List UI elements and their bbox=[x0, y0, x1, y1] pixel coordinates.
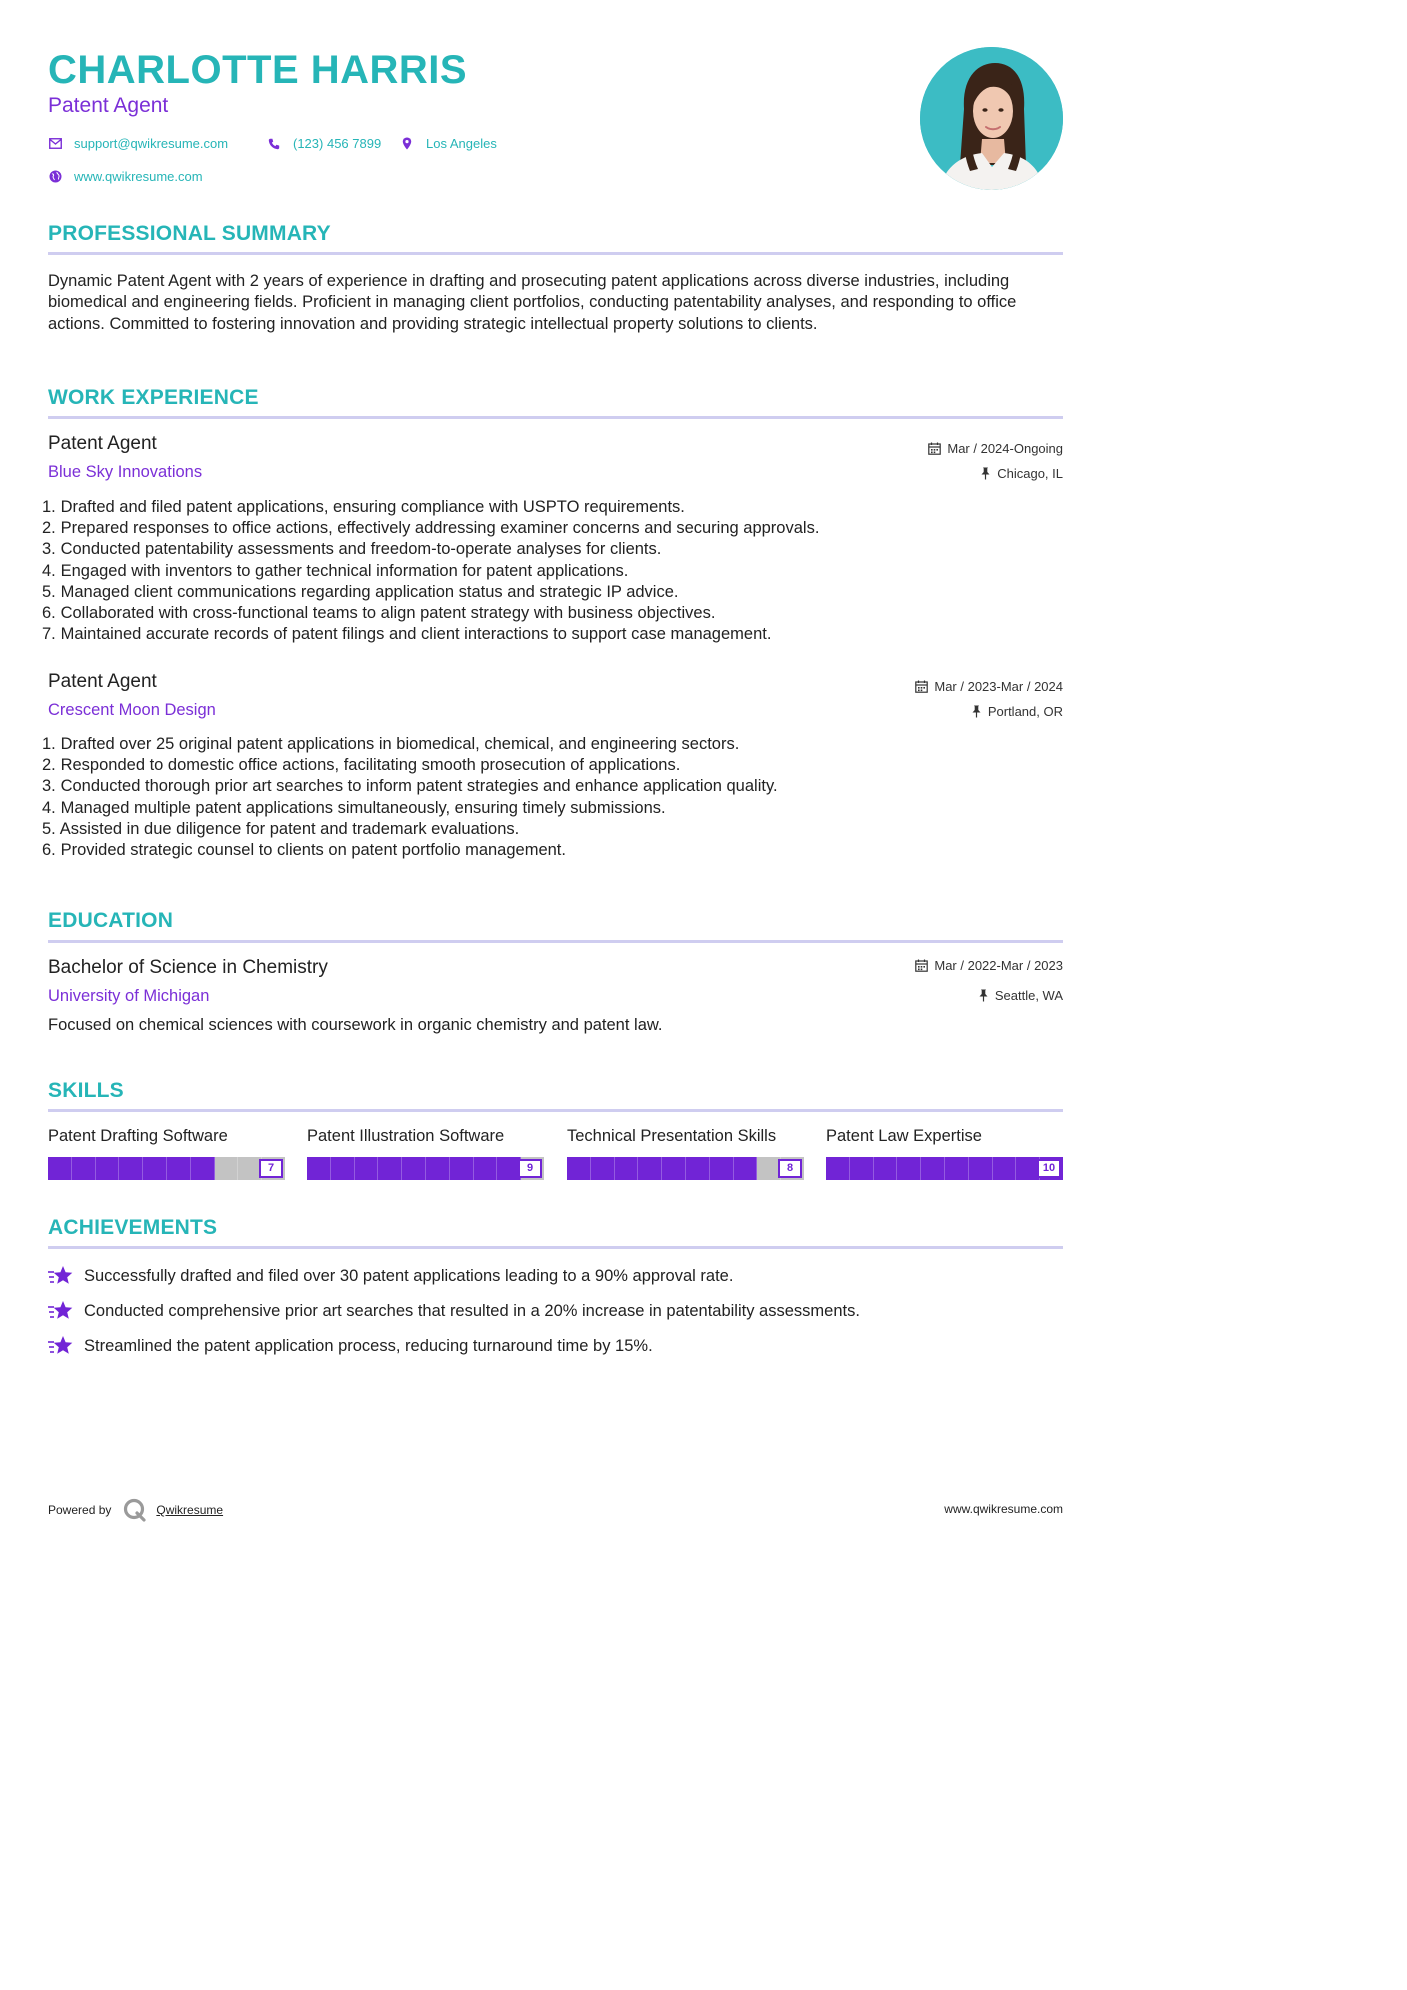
contact-phone[interactable] bbox=[267, 136, 381, 151]
calendar-icon bbox=[915, 680, 928, 693]
skill-score: 8 bbox=[778, 1159, 802, 1178]
job-title: Patent Agent bbox=[48, 671, 157, 692]
star-icon bbox=[48, 1335, 73, 1357]
star-icon bbox=[48, 1265, 73, 1287]
job-location bbox=[980, 466, 1063, 481]
phone-icon bbox=[267, 137, 281, 151]
contact-website[interactable] bbox=[48, 169, 203, 184]
section-divider bbox=[48, 416, 1063, 419]
education-dates-text: Mar / 2022-Mar / 2023 bbox=[934, 958, 1063, 973]
list-item: 4. Managed multiple patent applications simultaneously, ensuring timely submissions. bbox=[42, 798, 666, 817]
list-item: 2. Responded to domestic office actions, facilitating smooth prosecution of applications. bbox=[42, 756, 681, 775]
website-text: www.qwikresume.com bbox=[74, 169, 203, 184]
skill-name: Patent Illustration Software bbox=[307, 1127, 505, 1145]
job-dates bbox=[915, 679, 1063, 694]
pushpin-icon bbox=[978, 989, 989, 1002]
achievement-text: Conducted comprehensive prior art searches that resulted in a 20% increase in patentability assessments. bbox=[84, 1301, 860, 1320]
skill-name: Patent Law Expertise bbox=[826, 1127, 982, 1145]
section-divider bbox=[48, 940, 1063, 943]
candidate-title: Patent Agent bbox=[48, 94, 169, 117]
job-company: Blue Sky Innovations bbox=[48, 463, 203, 481]
pushpin-icon bbox=[980, 467, 991, 480]
job-title: Patent Agent bbox=[48, 433, 157, 454]
skill-score: 9 bbox=[518, 1159, 542, 1178]
qwikresume-logo-icon bbox=[122, 1498, 148, 1522]
email-text: support@qwikresume.com bbox=[74, 136, 229, 151]
section-divider bbox=[48, 252, 1063, 255]
job-dates bbox=[928, 441, 1063, 456]
contact-email[interactable] bbox=[48, 136, 228, 151]
calendar-icon bbox=[928, 442, 941, 455]
job-dates-text: Mar / 2023-Mar / 2024 bbox=[934, 679, 1063, 694]
education-description: Focused on chemical sciences with coursework in organic chemistry and patent law. bbox=[48, 1016, 663, 1034]
brand-link[interactable]: Qwikresume bbox=[156, 1503, 224, 1517]
achievement-text: Streamlined the patent application process, reducing turnaround time by 15%. bbox=[84, 1336, 653, 1355]
profile-photo bbox=[920, 47, 1063, 190]
phone-text: (123) 456 7899 bbox=[293, 136, 382, 151]
education-degree: Bachelor of Science in Chemistry bbox=[48, 957, 328, 978]
achievement-item bbox=[48, 1300, 860, 1322]
education-dates bbox=[915, 958, 1063, 973]
achievement-item bbox=[48, 1335, 653, 1357]
job-bullets bbox=[42, 497, 1042, 645]
section-title-education: EDUCATION bbox=[48, 909, 174, 932]
map-pin-icon bbox=[400, 137, 414, 151]
achievement-item bbox=[48, 1265, 733, 1287]
skill-name: Patent Drafting Software bbox=[48, 1127, 228, 1145]
list-item: 5. Managed client communications regarding application status and strategic IP advice. bbox=[42, 582, 679, 601]
skill-item bbox=[307, 1127, 544, 1174]
skill-item bbox=[48, 1127, 285, 1174]
education-location bbox=[978, 988, 1063, 1003]
section-divider bbox=[48, 1246, 1063, 1249]
footer-url[interactable]: www.qwikresume.com bbox=[944, 1502, 1063, 1516]
summary-text: Dynamic Patent Agent with 2 years of experience in drafting and prosecuting patent applications across diverse industries, including biomedical and engineering fields. Proficient in managing client portfolios, conducting patentability analyses, and responding to office actions. Committed to fostering innovation and providing strategic intellectual property solutions to clients. bbox=[48, 272, 1017, 333]
list-item: 6. Collaborated with cross-functional teams to align patent strategy with business objectives. bbox=[42, 604, 716, 623]
skill-name: Technical Presentation Skills bbox=[567, 1127, 777, 1145]
skill-item bbox=[826, 1127, 1063, 1174]
pushpin-icon bbox=[971, 705, 982, 718]
section-divider bbox=[48, 1109, 1063, 1112]
powered-by-label: Powered by bbox=[48, 1503, 112, 1517]
section-title-summary: PROFESSIONAL SUMMARY bbox=[48, 222, 331, 245]
calendar-icon bbox=[915, 959, 928, 972]
achievement-text: Successfully drafted and filed over 30 patent applications leading to a 90% approval rate. bbox=[84, 1266, 734, 1285]
contact-location bbox=[400, 136, 497, 151]
list-item: 1. Drafted over 25 original patent applications in biomedical, chemical, and engineering sectors. bbox=[42, 735, 740, 753]
list-item: 6. Provided strategic counsel to clients on patent portfolio management. bbox=[42, 841, 566, 860]
globe-icon bbox=[48, 170, 62, 184]
list-item: 1. Drafted and filed patent applications, ensuring compliance with USPTO requirements. bbox=[42, 498, 685, 516]
job-company: Crescent Moon Design bbox=[48, 701, 216, 719]
education-school: University of Michigan bbox=[48, 987, 210, 1005]
skill-score: 7 bbox=[259, 1159, 283, 1178]
skill-item bbox=[567, 1127, 804, 1174]
job-location bbox=[971, 704, 1063, 719]
section-title-achievements: ACHIEVEMENTS bbox=[48, 1216, 218, 1239]
job-bullets bbox=[42, 734, 1042, 861]
star-icon bbox=[48, 1300, 73, 1322]
education-location-text: Seattle, WA bbox=[994, 988, 1063, 1003]
job-location-text: Chicago, IL bbox=[997, 466, 1063, 481]
section-title-experience: WORK EXPERIENCE bbox=[48, 386, 259, 409]
powered-by bbox=[48, 1498, 223, 1522]
list-item: 3. Conducted patentability assessments and freedom-to-operate analyses for clients. bbox=[42, 540, 662, 559]
skill-score: 10 bbox=[1037, 1159, 1061, 1178]
list-item: 4. Engaged with inventors to gather technical information for patent applications. bbox=[42, 561, 629, 580]
list-item: 7. Maintained accurate records of patent filings and client interactions to support case management. bbox=[42, 625, 772, 644]
resume-page bbox=[42, 0, 1063, 1568]
list-item: 2. Prepared responses to office actions, effectively addressing examiner concerns and securing approvals. bbox=[42, 519, 820, 538]
section-title-skills: SKILLS bbox=[48, 1079, 124, 1102]
location-text: Los Angeles bbox=[426, 136, 497, 151]
job-location-text: Portland, OR bbox=[987, 704, 1063, 719]
job-dates-text: Mar / 2024-Ongoing bbox=[947, 441, 1063, 456]
list-item: 5. Assisted in due diligence for patent and trademark evaluations. bbox=[42, 819, 520, 838]
list-item: 3. Conducted thorough prior art searches to inform patent strategies and enhance application quality. bbox=[42, 777, 778, 796]
candidate-name: CHARLOTTE HARRIS bbox=[48, 48, 468, 92]
envelope-icon bbox=[48, 137, 62, 151]
